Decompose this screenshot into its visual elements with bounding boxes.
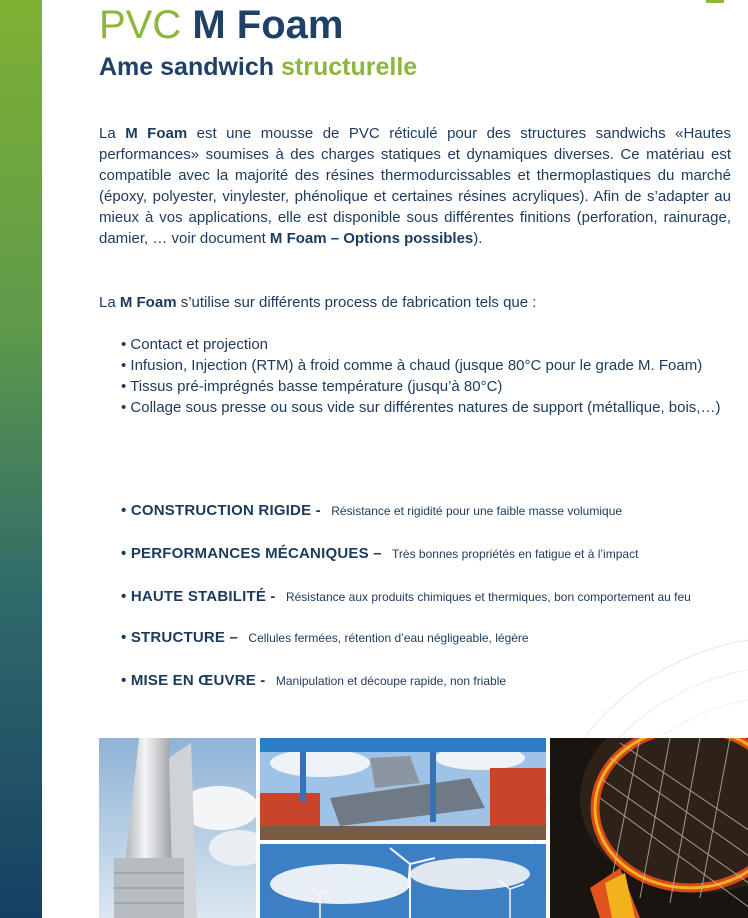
- feature-description: Très bonnes propriétés en fatigue et à l’impact: [392, 547, 639, 561]
- feature-description: Résistance aux produits chimiques et thermiques, bon comportement au feu: [285, 590, 691, 604]
- intro-text: ).: [473, 230, 483, 247]
- wind-turbines-photo: [260, 844, 546, 918]
- intro-text: La: [99, 125, 126, 142]
- intro-text: est une mousse de PVC réticulé pour des structures sandwichs «Hautes performances» soumises à des charges statiques et dynamiques diverses. Ce matériau est compatible avec la majorité des résines thermodurcissables et thermoplastiques du marché (époxy, polyester, vinylester, phénolique et certaines résines acryliques). Afin de s’adapter au mieux à vos applications, elle est disponible sous différentes finitions (perforation, rainurage, damier, … voir document: [99, 125, 732, 247]
- page-title: [99, 2, 344, 48]
- intro-product-name: M Foam: [125, 125, 188, 142]
- process-list: [121, 334, 731, 418]
- subtitle-part1: Ame sandwich: [99, 53, 275, 81]
- list-item: • Tissus pré-imprégnés basse température (jusqu’à 80°C): [121, 378, 503, 395]
- feature-heading: • HAUTE STABILITÉ -: [121, 588, 280, 605]
- page-subtitle: [99, 50, 417, 84]
- list-item: • Infusion, Injection (RTM) à froid comme à chaud (jusque 80°C pour le grade M. Foam): [121, 357, 703, 374]
- feature-heading: • STRUCTURE –: [121, 629, 243, 646]
- title-part-mfoam: M Foam: [192, 3, 344, 47]
- intro-paragraph: [99, 123, 731, 249]
- feature-performances-mecaniques: [121, 544, 741, 564]
- process-intro-text: s’utilise sur différents process de fabrication tels que :: [176, 294, 537, 311]
- rocket-photo: [99, 738, 256, 918]
- tennis-racket-photo: [550, 738, 748, 918]
- options-document-ref: M Foam – Options possibles: [269, 230, 474, 247]
- process-intro: [99, 292, 731, 313]
- list-item: • Collage sous presse ou sous vide sur différentes natures de support (métallique, bois,…): [121, 399, 721, 416]
- corner-mark: [706, 0, 724, 3]
- feature-heading: • MISE EN ŒUVRE -: [121, 672, 270, 689]
- feature-description: Résistance et rigidité pour une faible masse volumique: [331, 504, 623, 518]
- side-gradient-bar: [0, 0, 42, 918]
- feature-heading: • CONSTRUCTION RIGIDE -: [121, 502, 326, 519]
- shipyard-photo: [260, 738, 546, 840]
- process-product-name: M Foam: [119, 294, 177, 311]
- list-item: • Contact et projection: [121, 336, 268, 353]
- feature-description: Manipulation et découpe rapide, non friable: [275, 674, 507, 688]
- subtitle-part2: structurelle: [281, 53, 418, 81]
- title-part-pvc: PVC: [99, 3, 182, 47]
- feature-description: Cellules fermées, rétention d’eau négligeable, légère: [248, 631, 529, 645]
- feature-heading: • PERFORMANCES MÉCANIQUES –: [121, 545, 387, 562]
- feature-construction-rigide: [121, 501, 741, 521]
- process-intro-text: La: [99, 294, 120, 311]
